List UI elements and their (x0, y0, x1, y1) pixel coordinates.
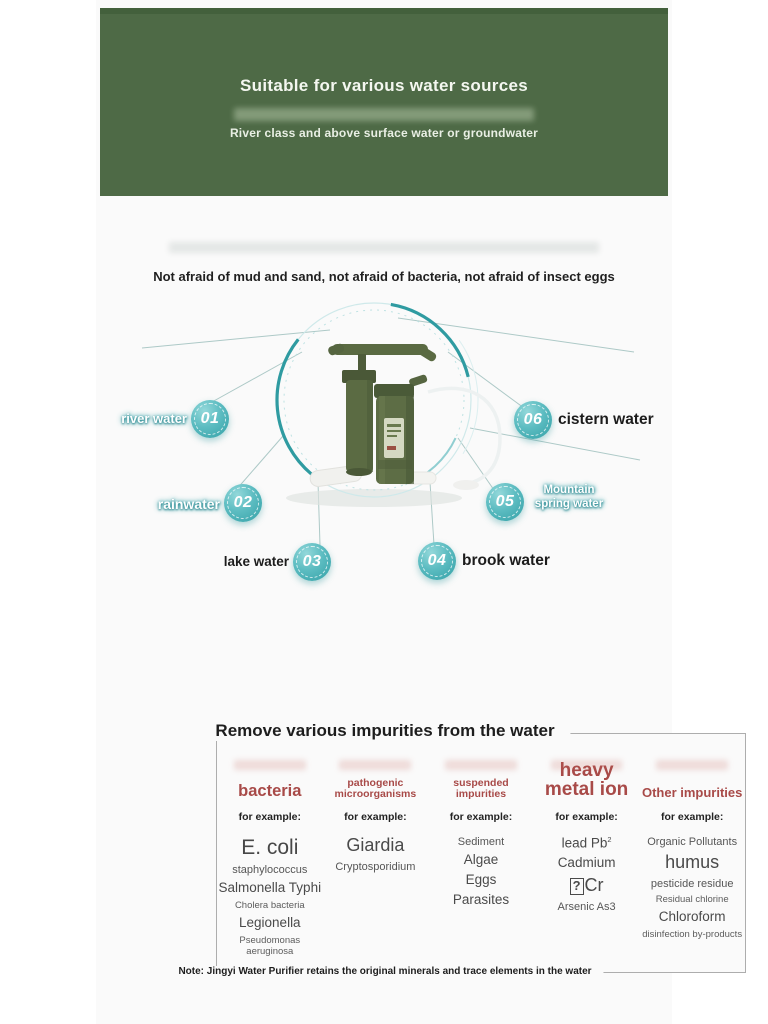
impurity-item: Residual chlorine (655, 893, 729, 905)
impurity-item: ? Cr (534, 876, 640, 896)
impurity-item: pesticide residue (650, 877, 734, 890)
impurity-item: staphylococcus (232, 864, 308, 877)
impurity-item: Legionella (239, 915, 301, 931)
source-label: river water (121, 411, 187, 426)
water-filter-product-illustration (96, 300, 672, 600)
impurity-item: Parasites (452, 891, 510, 907)
page-title: Suitable for various water sources (240, 76, 528, 95)
impurities-title: Remove various impurities from the water (199, 721, 570, 741)
impurity-item: Organic Pollutants (647, 836, 738, 848)
impurities-note: Note: Jingyi Water Purifier retains the original minerals and trace elements in the water (166, 966, 603, 977)
impurities-panel (216, 733, 746, 973)
ghost-text (234, 760, 306, 770)
diagram-heading: Not afraid of mud and sand, not afraid of bacteria, not afraid of insect eggs (153, 269, 615, 284)
for-example-label: for example: (449, 811, 513, 823)
source-badge (418, 542, 456, 580)
page-subtitle: River class and above surface water or groundwater (229, 126, 539, 140)
banner-top-strip (100, 8, 668, 14)
impurity-column (428, 760, 534, 972)
source-badge (486, 483, 524, 521)
source-number: 01 (200, 410, 220, 427)
source-number: 05 (495, 493, 515, 510)
impurity-item: Eggs (465, 871, 497, 887)
content-column (96, 0, 743, 1024)
impurity-column (639, 760, 745, 972)
column-header: Other impurities (641, 785, 743, 800)
for-example-label: for example: (344, 811, 407, 823)
ghost-text (169, 242, 599, 253)
impurity-item: Algae (463, 852, 499, 868)
column-header: bacteria (238, 781, 302, 800)
for-example-label: for example: (238, 811, 302, 823)
column-header: heavy metal ion (544, 760, 629, 800)
impurity-column (217, 760, 323, 972)
ghost-text (234, 108, 534, 121)
impurity-item: Cryptosporidium (335, 860, 416, 873)
impurity-item: Sediment (457, 836, 505, 848)
impurity-items (428, 836, 534, 908)
for-example-label: for example: (555, 811, 618, 823)
source-number: 04 (427, 552, 447, 569)
impurity-item: Giardia (346, 835, 405, 855)
impurity-column (534, 760, 640, 972)
shadow (286, 489, 462, 507)
water-sources-diagram (96, 300, 672, 600)
impurity-items (534, 836, 640, 913)
impurity-item: Cadmium (557, 855, 616, 871)
column-header: suspended impurities (453, 777, 509, 800)
source-badge (191, 400, 229, 438)
source-number: 03 (302, 553, 322, 570)
impurities-columns (217, 734, 745, 972)
source-label: cistern water (558, 411, 654, 428)
impurity-items (639, 836, 745, 941)
column-header: pathogenic microorganisms (334, 777, 417, 800)
source-badge (514, 401, 552, 439)
impurity-item: Cholera bacteria (234, 900, 305, 912)
ghost-text (656, 760, 728, 770)
impurity-item: humus (665, 852, 720, 873)
source-label: Mountain spring water (534, 484, 604, 510)
circle-arcs (229, 300, 519, 545)
source-label: rainwater (157, 496, 220, 512)
missing-glyph-box: ? (570, 878, 584, 895)
source-label: brook water (462, 552, 550, 569)
ghost-text (445, 760, 517, 770)
source-label: lake water (223, 554, 289, 569)
header-banner (100, 8, 668, 196)
impurity-item: lead Pb$^2$ (561, 835, 612, 851)
impurity-column (323, 760, 429, 972)
impurity-item: E. coli (241, 836, 299, 859)
impurity-item: Salmonella Typhi (218, 880, 322, 896)
impurity-item: Pseudomonas aeruginosa (239, 935, 301, 957)
impurity-items (217, 836, 323, 957)
source-number: 06 (523, 411, 543, 428)
impurity-item: Chloroform (658, 909, 726, 925)
impurity-item: Arsenic As3 (557, 900, 616, 913)
impurity-items (323, 836, 429, 873)
for-example-label: for example: (660, 811, 724, 823)
source-badge (224, 484, 262, 522)
impurity-item: disinfection by-products (642, 929, 743, 941)
source-badge (293, 543, 331, 581)
water-filter-pump (309, 343, 500, 490)
ghost-text (339, 760, 411, 770)
ghost-text (551, 760, 623, 770)
source-number: 02 (233, 494, 253, 511)
